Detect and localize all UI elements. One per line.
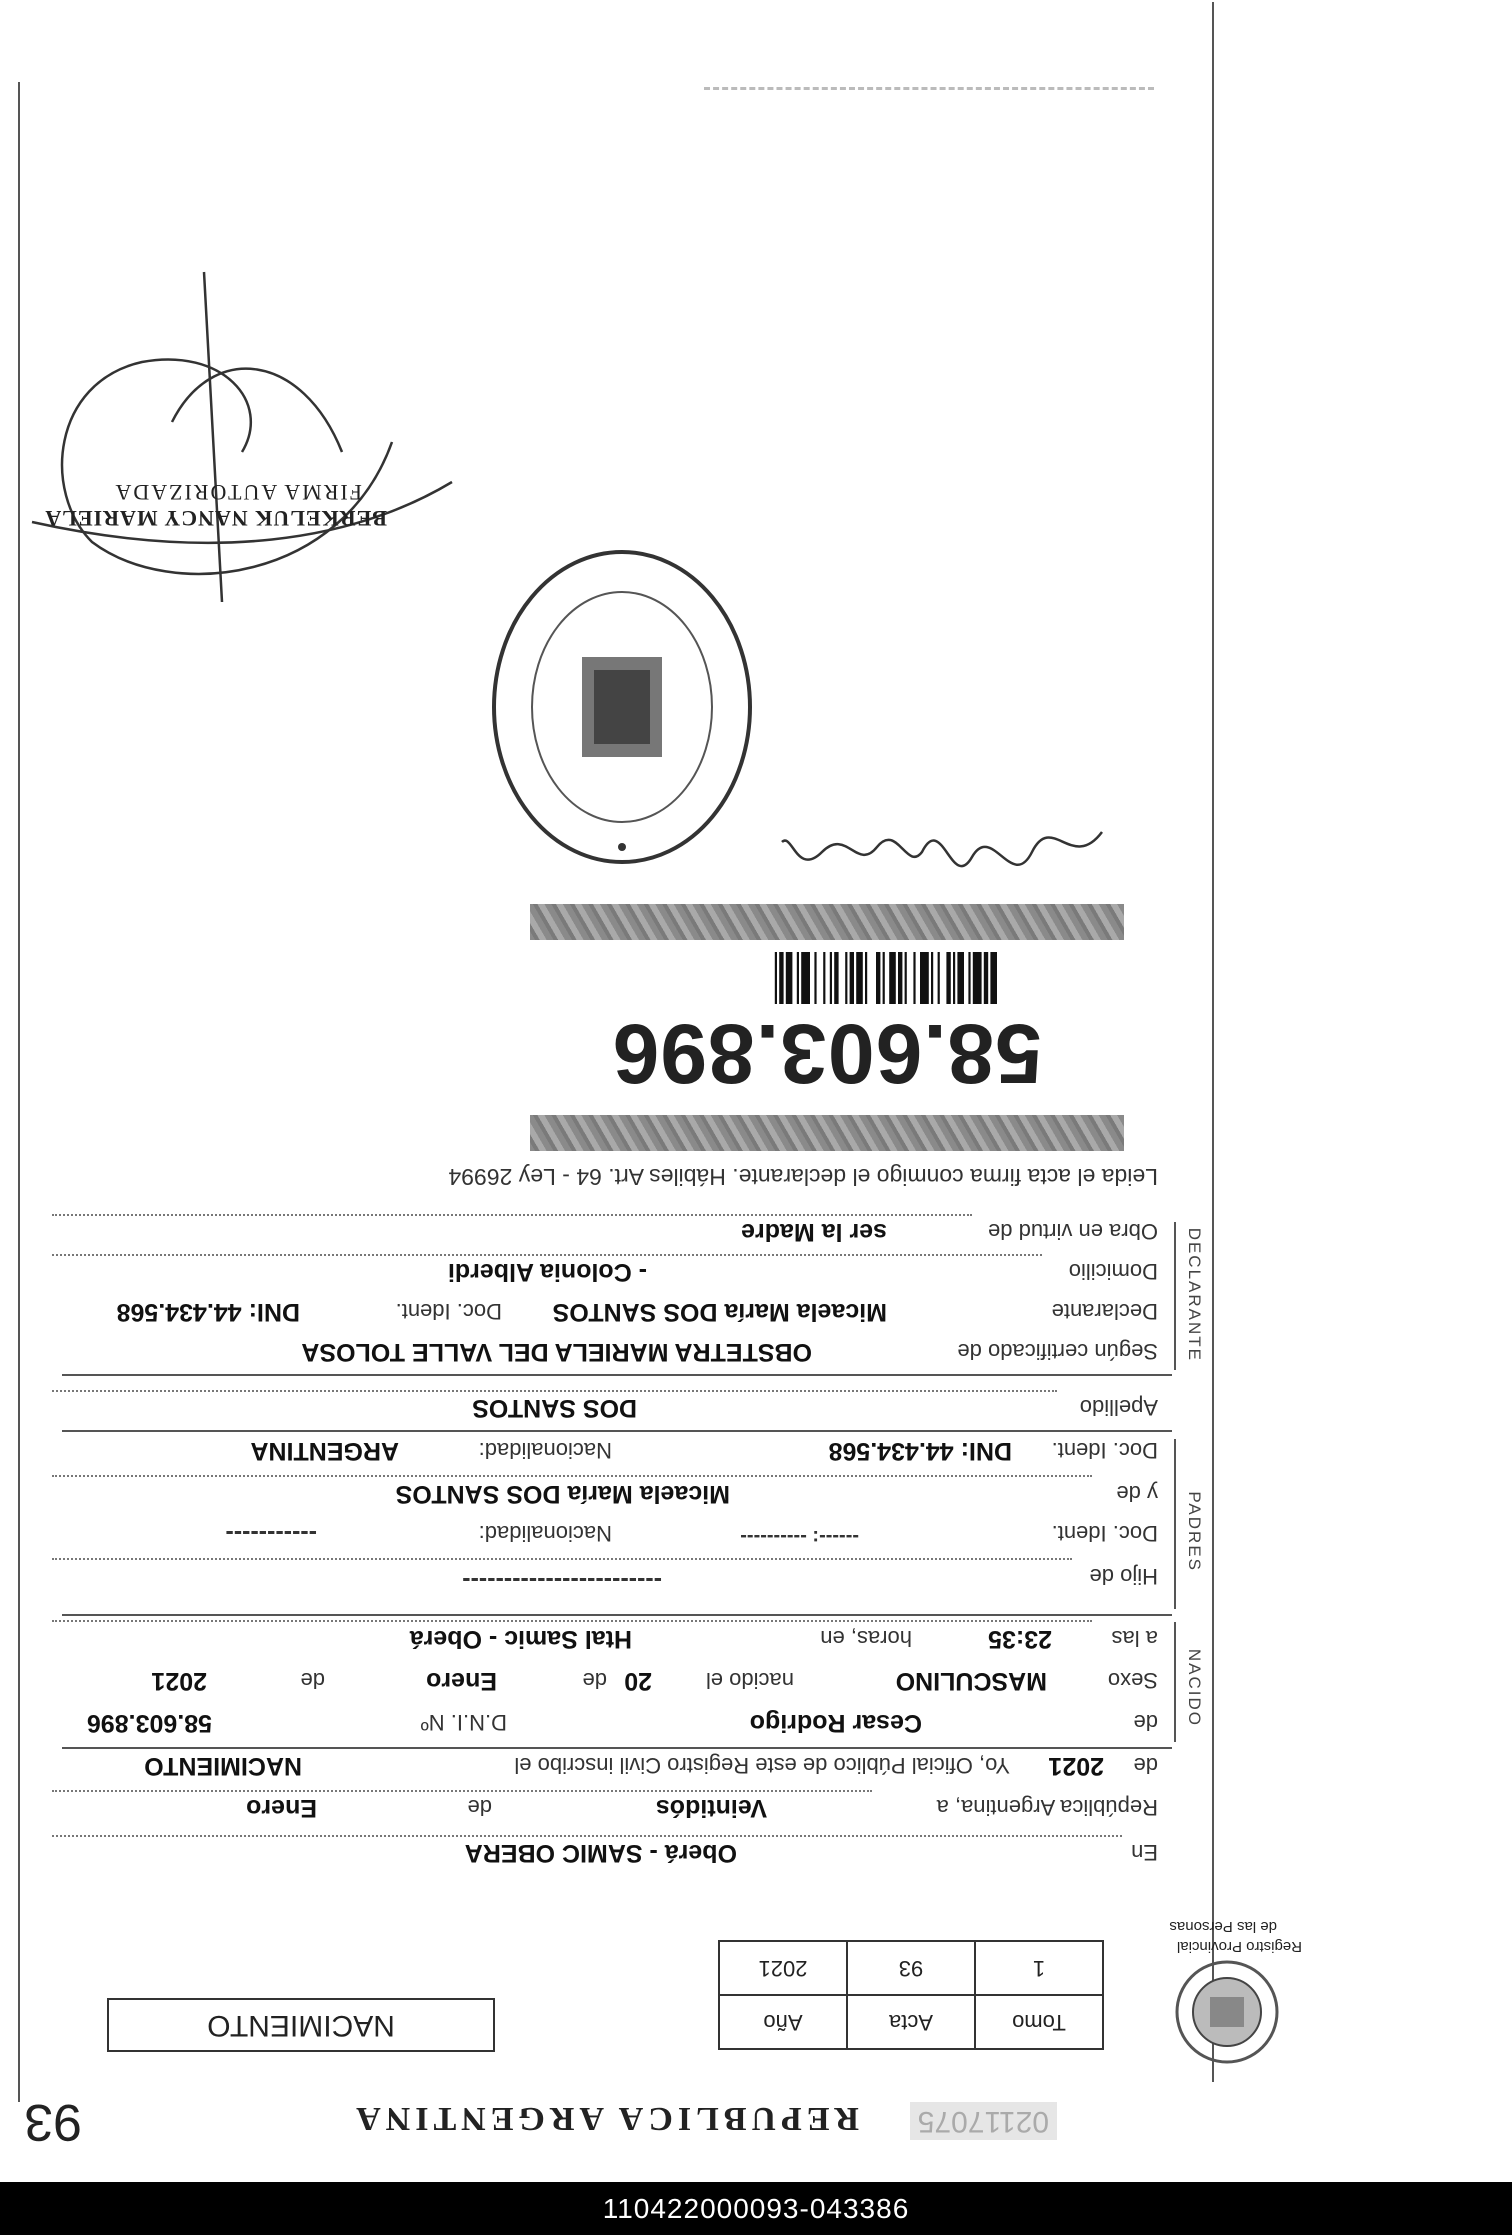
de-label-1: de	[467, 1795, 492, 1820]
side-label-declarante: DECLARANTE	[1185, 1227, 1204, 1362]
birth-year: 2021	[151, 1667, 207, 1695]
alas-label: a las	[1111, 1626, 1158, 1651]
border-left	[1212, 2, 1214, 2082]
oficial-text: Yo, Oficial Público de este Registro Civil inscribo el	[514, 1753, 1010, 1778]
col-ano-header: Año	[719, 1995, 847, 2049]
mother-name: Micaela María DOS SANTOS	[395, 1480, 730, 1508]
declarante-value: Micaela María DOS SANTOS	[552, 1298, 887, 1326]
birth-month: Enero	[426, 1667, 497, 1695]
doc-ident-value-2: DNI: 44.434.568	[828, 1437, 1012, 1465]
page-number: 93	[24, 2093, 82, 2151]
de-label-2: de	[1133, 1753, 1158, 1778]
declarante-label: Declarante	[1051, 1299, 1158, 1324]
record-table	[718, 1940, 1104, 2050]
segun-value: OBSTETRA MARIELA DEL VALLE TOLOSA	[301, 1338, 812, 1366]
nacionalidad-label-1: Nacionalidad:	[478, 1521, 612, 1546]
security-band-bottom	[530, 904, 1124, 940]
apellido-value: DOS SANTOS	[472, 1394, 637, 1422]
sexo-value: MASCULINO	[895, 1667, 1047, 1695]
inscribo-value: NACIMIENTO	[144, 1752, 302, 1780]
republica-label: República Argentina, a	[936, 1795, 1158, 1820]
birth-day: 20	[624, 1667, 652, 1695]
col-tomo-header: Tomo	[975, 1995, 1103, 2049]
birth-time: 23:35	[988, 1625, 1052, 1653]
doc-ident-value-3: DNI: 44.434.568	[116, 1298, 300, 1326]
doc-ident-label-3: Doc. Ident.	[395, 1299, 502, 1324]
barcode-icon	[657, 952, 997, 1004]
stamp-number: 02117075	[910, 2102, 1057, 2140]
birth-place: Htal Samic - Oberá	[409, 1625, 632, 1653]
registry-seal-icon	[482, 542, 762, 872]
year: 2021	[1048, 1752, 1104, 1780]
dni-label: D.N.I. Nº	[420, 1710, 507, 1735]
acta-value: 93	[847, 1941, 975, 1995]
ano-value: 2021	[719, 1941, 847, 1995]
section-box: NACIMIENTO	[107, 1998, 495, 2052]
registry-line2: de las Personas	[1169, 1918, 1277, 1935]
hijo-value: ------------------------	[462, 1567, 662, 1595]
coat-of-arms-icon	[1172, 1957, 1282, 2067]
segun-label: Según certificado de	[957, 1339, 1158, 1364]
nacionalidad-label-2: Nacionalidad:	[478, 1438, 612, 1463]
scan-edge-line	[704, 87, 1154, 90]
domicilio-value: - Colonia Alberdi	[447, 1258, 647, 1286]
de-label-3: de	[1133, 1710, 1158, 1735]
dni-value: 58.603.896	[86, 1709, 212, 1737]
month: Enero	[246, 1794, 317, 1822]
day-words: Veintidós	[655, 1794, 767, 1822]
de-label-5: de	[300, 1668, 325, 1693]
horas-label: horas, en	[820, 1626, 912, 1651]
yde-label: y de	[1116, 1481, 1158, 1506]
nacionalidad-value-1: -----------	[225, 1520, 317, 1548]
tomo-value: 1	[975, 1941, 1103, 1995]
side-label-nacido: NACIDO	[1185, 1648, 1204, 1727]
sexo-label: Sexo	[1107, 1668, 1158, 1693]
security-band-top	[530, 1115, 1124, 1151]
big-number: 58.603.896	[611, 1007, 1042, 1101]
en-label: En	[1131, 1840, 1158, 1865]
side-label-padres: PADRES	[1185, 1491, 1204, 1572]
child-name: Cesar Rodrigo	[749, 1709, 922, 1737]
col-acta-header: Acta	[847, 1995, 975, 2049]
official-signature-icon	[2, 202, 472, 602]
domicilio-label: Domicilio	[1068, 1259, 1158, 1284]
apellido-label: Apellido	[1079, 1395, 1158, 1420]
obra-label: Obra en virtud de	[988, 1219, 1158, 1244]
nacido-label: nacido el	[705, 1668, 794, 1693]
registry-line1: Registro Provincial	[1176, 1938, 1302, 1955]
doc-ident-value-1: ------: ----------	[740, 1526, 859, 1548]
declarante-signature-icon	[772, 802, 1112, 882]
hijo-label: Hijo de	[1089, 1564, 1158, 1589]
doc-ident-label-2: Doc. Ident.	[1051, 1438, 1158, 1463]
footer-id: 110422000093-043386	[0, 2182, 1512, 2235]
leida-text: Leida el acta firma conmigo el declarante. Hábiles Art. 64 - Ley 26994	[448, 1164, 1158, 1190]
header-title: REPUBLICA ARGENTINA	[351, 2100, 859, 2137]
doc-ident-label-1: Doc. Ident.	[1051, 1521, 1158, 1546]
de-label-4: de	[582, 1668, 607, 1693]
obra-value: ser la Madre	[741, 1218, 887, 1246]
nacionalidad-value-2: ARGENTINA	[250, 1437, 399, 1465]
official-stamp-name: BERKELUK NANCY MARIELA	[44, 506, 387, 531]
en-value: Oberá - SAMIC OBERA	[464, 1839, 737, 1867]
official-stamp-role: FIRMA AUTORIZADA	[113, 480, 362, 505]
